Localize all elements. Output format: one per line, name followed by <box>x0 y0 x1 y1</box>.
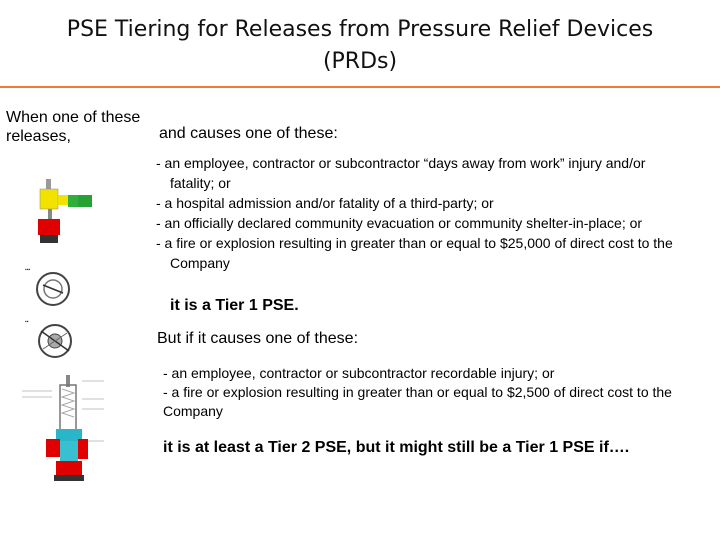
relief-valve-diagram-icon <box>22 175 102 250</box>
tier2-conditions-list <box>163 364 703 421</box>
svg-text:▪▪▪: ▪▪▪ <box>25 267 31 273</box>
rupture-disc-diagram-icon <box>25 263 75 309</box>
title-divider <box>0 86 720 88</box>
list-item: - a hospital admission and/or fatality of a third-party; or <box>156 195 494 211</box>
burst-disc-diagram-icon <box>25 313 81 365</box>
tier1-conditions-heading: and causes one of these: <box>159 125 338 142</box>
release-intro-text: When one of these releases, <box>6 109 141 145</box>
slide-title <box>20 14 700 78</box>
list-item: - an employee, contractor or subcontractor recordable injury; or <box>163 365 555 381</box>
tier1-result: it is a Tier 1 PSE. <box>170 297 299 314</box>
svg-text:▪▪: ▪▪ <box>25 319 29 325</box>
tier2-result: it is at least a Tier 2 PSE, but it might still be a Tier 1 PSE if…. <box>163 439 630 456</box>
slide-title-line-1: PSE Tiering for Releases from Pressure Relief Devices <box>66 17 654 42</box>
list-item: - an employee, contractor or subcontractor “days away from work” injury and/or fatality; or <box>156 155 646 191</box>
slide-title-line-2: (PRDs) <box>322 49 398 74</box>
list-item: - a fire or explosion resulting in greater than or equal to $2,500 of direct cost to the Company <box>163 384 672 419</box>
list-item: - a fire or explosion resulting in greater than or equal to $25,000 of direct cost to the Company <box>156 235 673 271</box>
tier2-conditions-heading: But if it causes one of these: <box>157 330 359 347</box>
safety-valve-cutaway-diagram-icon <box>22 375 122 485</box>
tier1-conditions-list <box>156 153 676 273</box>
list-item: - an officially declared community evacuation or community shelter-in-place; or <box>156 215 643 231</box>
